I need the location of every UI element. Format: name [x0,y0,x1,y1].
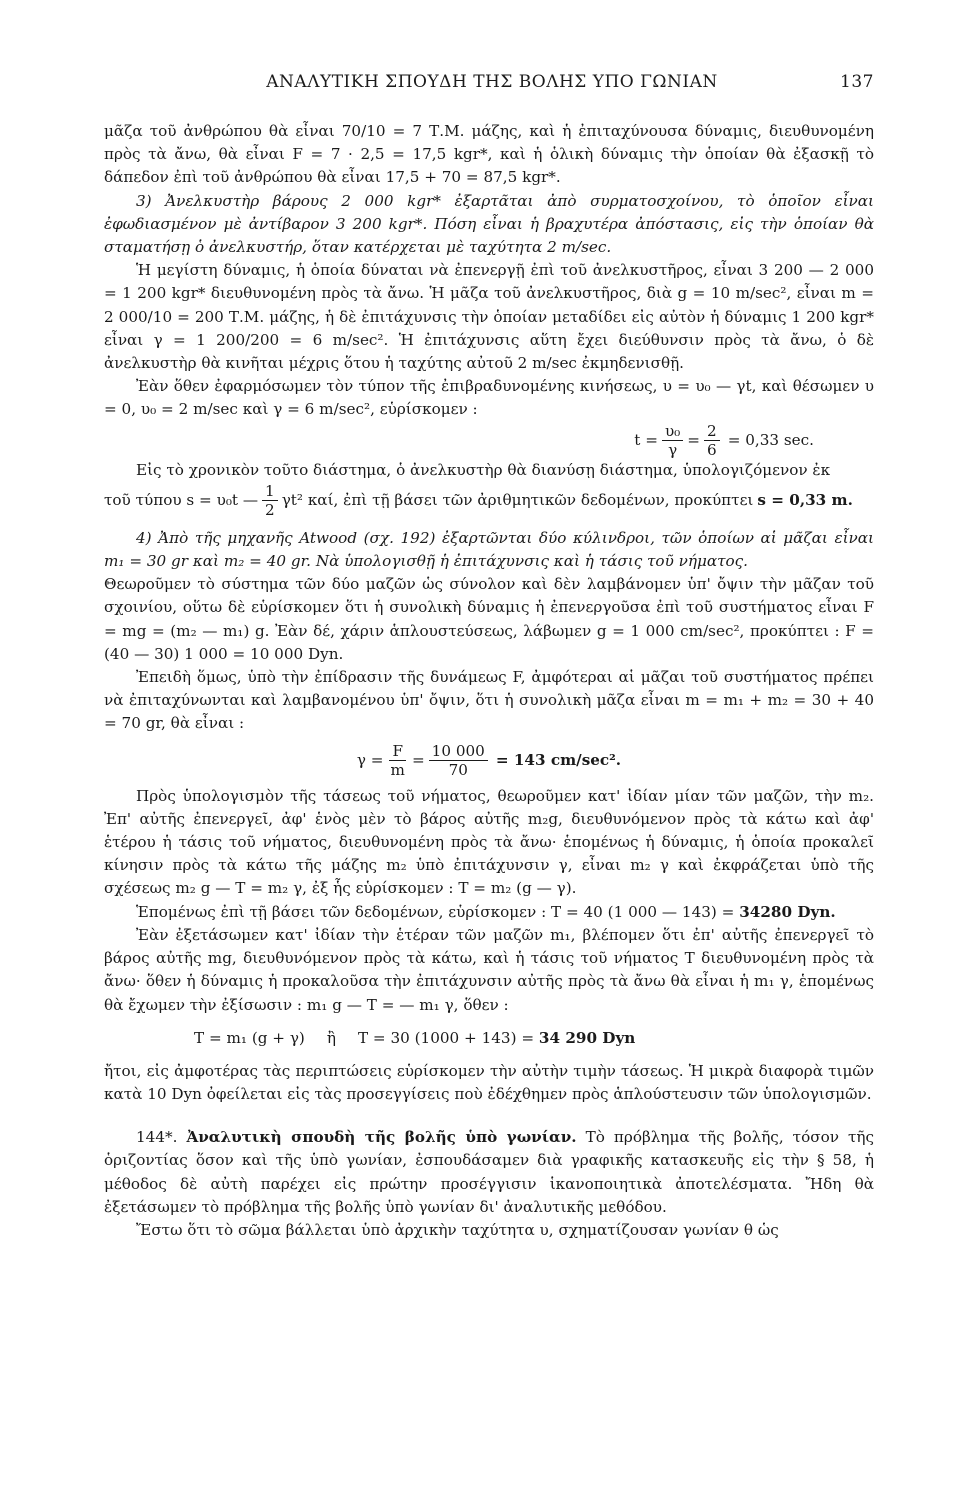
paragraph: Ἔστω ὅτι τὸ σῶμα βάλλεται ὑπὸ ἀρχικὴν ταχύτητα υ, σχηματίζουσαν γωνίαν θ ὡς [136,1220,779,1239]
equation-tension: T = m₁ (g + γ) ἢ T = 30 (1000 + 143) = 34 290 Dyn [194,1028,636,1047]
problem-3-statement: 3) Ἀνελκυστὴρ βάρους 2 000 kgr* ἐξαρτᾶται ἀπὸ συρματοσχοίνου, τὸ ὁποῖον εἶναι ἐφωδιασμένον μὲ ἀντίβαρον 3 200 kgr*. Πόση εἶναι ἡ βραχυτέρα ἀπόστασις, εἰς τὴν ὁποίαν θὰ σταματήσῃ ὁ ἀνελκυστήρ, ὅταν κατέρχεται μὲ ταχύτητα 2 m/sec. [104,191,874,257]
fraction: $\frac{1}{2}$ [262,482,278,519]
paragraph: Πρὸς ὑπολογισμὸν τῆς τάσεως τοῦ νήματος, θεωροῦμεν κατ' ἰδίαν μίαν τῶν μαζῶν, τὴν m₂. Ἐπ' αὐτῆς ἐπενεργεῖ, ἀφ' ἑνὸς μὲν τὸ βάρος αὐτῆς m₂g, διευθυνόμενον πρὸς τὰ κάτω καὶ ἀφ' ἑτέρου ἡ τάσις τοῦ νήματος, διευθυνομένη πρὸς τὰ ἄνω· ἑπομένως ἡ δύναμις, ἡ ὁποία προκαλεῖ κίνησιν πρὸς τὰ κάτω τῆς μάζης m₂ ὑπὸ ἐπιτάχυνσιν γ, εἶναι m₂ γ καὶ ἐκφράζεται ὑπὸ τῆς σχέσεως m₂ g — T = m₂ γ, ἐξ ἧς εὑρίσκομεν : T = m₂ (g — γ). [104,786,874,898]
paragraph: Ἐὰν ἐξετάσωμεν κατ' ἰδίαν τὴν ἑτέραν τῶν μαζῶν m₁, βλέπομεν ὅτι ἐπ' αὐτῆς ἐπενεργεῖ τὸ βάρος αὐτῆς mg, διευθυνόμενον πρὸς τὰ κάτω, καὶ ἡ τάσις τοῦ νήματος T διευθυνομένη πρὸς τὰ ἄνω· ὅθεν ἡ δύναμις ἡ προκαλοῦσα τὴν ἐπιτάχυνσιν αὐτῆς πρὸς τὰ ἄνω θὰ εἶναι ἡ m₁ γ, ἑπομένως θὰ ἔχωμεν τὴν ἐξίσωσιν : m₁ g — T = — m₁ γ, ὅθεν : [104,925,874,1014]
paragraph: Θεωροῦμεν τὸ σύστημα τῶν δύο μαζῶν ὡς σύνολον καὶ δὲν λαμβάνομεν ὑπ' ὄψιν τὴν μᾶζαν τοῦ σχοινίου, οὕτω δὲ εὑρίσκομεν ὅτι ἡ συνολικὴ δύναμις ἡ ἐπενεργοῦσα ἐπὶ τοῦ συστήματος εἶναι F = mg = (m₂ — m₁) g. Ἐὰν δέ, χάριν ἁπλουστεύσεως, λάβωμεν g = 1 000 cm/sec², προκύπτει : F = (40 — 30) 1 000 = 10 000 Dyn. [104,575,874,663]
equation-time: t = $\frac{\text{υ₀}}{\gamma}$ = $\frac{2}{6}$ = 0,33 sec. [634,421,814,459]
equation-acceleration: γ = $\frac{F}{m}$ = $\frac{10 000}{70}$ = 143 cm/sec². [356,741,622,779]
paragraph: Ἡ μεγίστη δύναμις, ἡ ὁποία δύναται νὰ ἐπενεργῇ ἐπὶ τοῦ ἀνελκυστῆρος, εἶναι 3 200 — 2 000 = 1 200 kgr* διευθυνομένη πρὸς τὰ ἄνω. Ἡ μᾶζα τοῦ ἀνελκυστῆρος, διὰ g = 10 m/sec², εἶναι m = 2 000/10 = 200 Τ.Μ. μάζης, ἡ δὲ ἐπιτάχυνσις τὴν ὁποίαν μεταδίδει εἰς αὐτὸν ἡ δύναμις 1 200 kgr* εἶναι γ = 1 200/200 = 6 m/sec². Ἡ ἐπιτάχυνσις αὕτη ἔχει διεύθυνσιν πρὸς τὰ ἄνω, ὁ δὲ ἀνελκυστὴρ θὰ κινῆται μέχρις ὅτου ἡ ταχύτης αὐτοῦ 2 m/sec ἐκμηδενισθῇ. [104,261,874,373]
result: s = 0,33 m. [757,490,853,509]
paragraph: Ἑπομένως ἐπὶ τῇ βάσει τῶν δεδομένων, εὑρίσκομεν : T = 40 (1 000 — 143) = 34280 Dyn. [136,902,836,921]
fraction: $\frac{\text{υ₀}}{\gamma}$ [662,422,683,459]
equation-distance: τοῦ τύπου s = υ₀t — $\frac{1}{2}$ γt² καί, ἐπὶ τῇ βάσει τῶν ἀριθμητικῶν δεδομένων, προκύπτει s = 0,33 m. [104,481,853,519]
running-header [104,72,874,92]
paragraph: ἤτοι, εἰς ἀμφοτέρας τὰς περιπτώσεις εὑρίσκομεν τὴν αὐτὴν τιμὴν τάσεως. Ἡ μικρὰ διαφορὰ τιμῶν κατὰ 10 Dyn ὀφείλεται εἰς τὰς προσεγγίσεις ποὺ ἐδέχθημεν πρὸς ἁπλούστευσιν τῶν ὑπολογισμῶν. [104,1061,874,1103]
section-144: 144*. Ἀναλυτικὴ σπουδὴ τῆς βολῆς ὑπὸ γωνίαν. Τὸ πρόβλημα τῆς βολῆς, τόσον τῆς ὁριζοντίας ὅσον καὶ τῆς ὑπὸ γωνίαν, ἐσπουδάσαμεν διὰ γραφικῆς κατασκευῆς εἰς τὴν § 58, ἡ μέθοδος δὲ αὐτὴ παρέχει εἰς πρώτην προσέγγισιν ἱκανοποιητικὰ ἀποτελέσματα. Ἤδη θὰ ἐξετάσωμεν τὸ πρόβλημα τῆς βολῆς ὑπὸ γωνίαν δι' ἀναλυτικῆς μεθόδου. [104,1128,874,1216]
running-title: ΑΝΑΛΥΤΙΚΗ ΣΠΟΥΔΗ ΤΗΣ ΒΟΛΗΣ ΥΠΟ ΓΩΝΙΑΝ [266,72,718,92]
fraction: $\frac{2}{6}$ [704,422,720,459]
fraction: $\frac{F}{m}$ [390,741,405,779]
fraction: $\frac{10 000}{70}$ [429,742,488,779]
paragraph: μᾶζα τοῦ ἀνθρώπου θὰ εἶναι 70/10 = 7 Τ.Μ. μάζης, καὶ ἡ ἐπιταχύνουσα δύναμις, διευθυνομένη πρὸς τὰ ἄνω, θὰ εἶναι F = 7 · 2,5 = 17,5 kgr*, καὶ ἡ ὁλικὴ δύναμις τὴν ὁποίαν θὰ ἐξασκῇ τὸ δάπεδον ἐπὶ τοῦ ἀνθρώπου θὰ εἶναι 17,5 + 70 = 87,5 kgr*. [104,122,874,187]
problem-4-statement: 4) Ἀπὸ τῆς μηχανῆς Atwood (σχ. 192) ἐξαρτῶνται δύο κύλινδροι, τῶν ὁποίων αἱ μᾶζαι εἶναι m₁ = 30 gr καὶ m₂ = 40 gr. Νὰ ὑπολογισθῇ ἡ ἐπιτάχυνσις καὶ ἡ τάσις τοῦ νήματος. [104,528,874,571]
page-number: 137 [840,72,874,92]
paragraph: Ἐπειδὴ ὅμως, ὑπὸ τὴν ἐπίδρασιν τῆς δυνάμεως F, ἀμφότεραι αἱ μᾶζαι τοῦ συστήματος πρέπει νὰ ἐπιταχύνωνται καὶ λαμβανομένου ὑπ' ὄψιν, ὅτι ἡ συνολικὴ μᾶζα εἶναι m = m₁ + m₂ = 30 + 40 = 70 gr, θὰ εἶναι : [104,668,874,733]
paragraph: Ἐὰν ὅθεν ἐφαρμόσωμεν τὸν τύπον τῆς ἐπιβραδυνομένης κινήσεως, υ = υ₀ — γt, καὶ θέσωμεν υ = 0, υ₀ = 2 m/sec καὶ γ = 6 m/sec², εὑρίσκομεν : [104,377,874,419]
paragraph: Εἰς τὸ χρονικὸν τοῦτο διάστημα, ὁ ἀνελκυστὴρ θὰ διανύσῃ διάστημα, ὑπολογιζόμενον ἐκ [136,460,831,479]
